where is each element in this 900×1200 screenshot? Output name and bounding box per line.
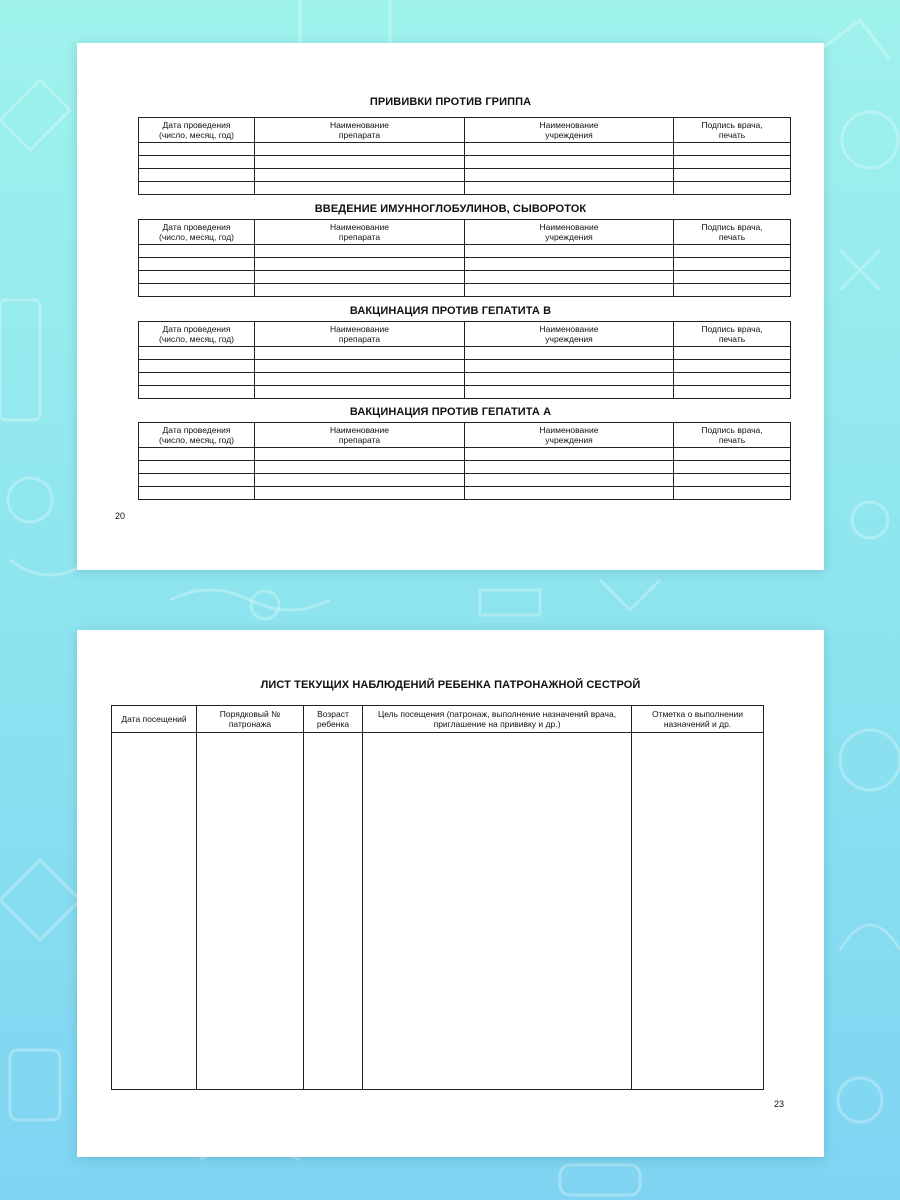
- col-visit-purpose: Цель посещения (патронаж, выполнение назначений врача, приглашение на прививку и др.): [363, 706, 632, 733]
- col-completion-mark: Отметка о выполнении назначений и др.: [632, 706, 764, 733]
- col-signature: Подпись врача, печать: [674, 322, 791, 347]
- col-signature: Подпись врача, печать: [674, 118, 791, 143]
- table-row: [139, 386, 791, 399]
- table-cell[interactable]: [465, 347, 674, 360]
- table-header-row: [112, 706, 764, 733]
- table-row: [139, 487, 791, 500]
- table-cell[interactable]: [465, 271, 674, 284]
- table-cell[interactable]: [465, 474, 674, 487]
- table-cell[interactable]: [674, 271, 791, 284]
- table-cell[interactable]: [674, 156, 791, 169]
- table-cell[interactable]: [255, 448, 465, 461]
- table-row: [139, 347, 791, 360]
- col-drug: Наименование препарата: [255, 423, 465, 448]
- col-institution: Наименование учреждения: [465, 322, 674, 347]
- observation-sheet-title: ЛИСТ ТЕКУЩИХ НАБЛЮДЕНИЙ РЕБЕНКА ПАТРОНАЖНОЙ СЕСТРОЙ: [260, 679, 641, 691]
- table-cell[interactable]: [632, 733, 764, 1090]
- table-cell[interactable]: [674, 360, 791, 373]
- section-title-flu: ПРИВИВКИ ПРОТИВ ГРИППА: [369, 96, 532, 108]
- section-title-hepatitis-a: ВАКЦИНАЦИЯ ПРОТИВ ГЕПАТИТА А: [349, 406, 552, 418]
- table-cell[interactable]: [139, 271, 255, 284]
- table-cell[interactable]: [255, 373, 465, 386]
- table-cell[interactable]: [255, 258, 465, 271]
- table-cell[interactable]: [674, 143, 791, 156]
- table-row: [139, 284, 791, 297]
- col-date: Дата проведения (число, месяц, год): [139, 322, 255, 347]
- table-cell[interactable]: [139, 156, 255, 169]
- table-cell[interactable]: [674, 169, 791, 182]
- table-cell[interactable]: [139, 487, 255, 500]
- table-cell[interactable]: [139, 474, 255, 487]
- table-cell[interactable]: [465, 360, 674, 373]
- col-drug: Наименование препарата: [255, 220, 465, 245]
- table-cell[interactable]: [255, 487, 465, 500]
- table-cell[interactable]: [255, 474, 465, 487]
- col-date: Дата проведения (число, месяц, год): [139, 118, 255, 143]
- table-cell[interactable]: [674, 258, 791, 271]
- table-cell[interactable]: [674, 386, 791, 399]
- table-cell[interactable]: [255, 284, 465, 297]
- col-institution: Наименование учреждения: [465, 118, 674, 143]
- table-cell[interactable]: [465, 386, 674, 399]
- table-cell[interactable]: [674, 474, 791, 487]
- table-row: [139, 143, 791, 156]
- table-row: [139, 245, 791, 258]
- table-cell[interactable]: [255, 347, 465, 360]
- table-cell[interactable]: [139, 258, 255, 271]
- page-number-left: 20: [115, 511, 126, 521]
- col-date: Дата проведения (число, месяц, год): [139, 220, 255, 245]
- table-cell[interactable]: [255, 169, 465, 182]
- table-flu-vaccination: [138, 117, 791, 195]
- table-row: [139, 461, 791, 474]
- table-cell[interactable]: [255, 143, 465, 156]
- table-cell[interactable]: [139, 245, 255, 258]
- table-header-row: [139, 322, 791, 347]
- table-hepatitis-b: [138, 321, 791, 399]
- table-cell[interactable]: [139, 143, 255, 156]
- table-cell[interactable]: [465, 487, 674, 500]
- table-row: [139, 156, 791, 169]
- table-cell[interactable]: [139, 347, 255, 360]
- table-cell[interactable]: [255, 245, 465, 258]
- table-cell[interactable]: [674, 182, 791, 195]
- table-header-row: [139, 118, 791, 143]
- table-cell[interactable]: [674, 461, 791, 474]
- table-observations: [111, 705, 764, 1090]
- table-cell[interactable]: [139, 373, 255, 386]
- table-header-row: [139, 423, 791, 448]
- table-row: [139, 169, 791, 182]
- table-cell[interactable]: [139, 360, 255, 373]
- col-institution: Наименование учреждения: [465, 423, 674, 448]
- col-drug: Наименование препарата: [255, 118, 465, 143]
- page-number-right: 23: [774, 1099, 785, 1109]
- table-cell[interactable]: [674, 245, 791, 258]
- right-page: [77, 630, 824, 1157]
- table-cell[interactable]: [139, 284, 255, 297]
- col-visit-date: Дата посещений: [112, 706, 197, 733]
- left-page: [77, 43, 824, 570]
- table-row: [139, 271, 791, 284]
- table-cell[interactable]: [674, 448, 791, 461]
- table-cell[interactable]: [674, 284, 791, 297]
- table-row: [112, 733, 764, 1090]
- col-date: Дата проведения (число, месяц, год): [139, 423, 255, 448]
- table-cell[interactable]: [197, 733, 304, 1090]
- table-cell[interactable]: [139, 386, 255, 399]
- table-cell[interactable]: [139, 182, 255, 195]
- table-cell[interactable]: [465, 245, 674, 258]
- col-visit-number: Порядковый № патронажа: [197, 706, 304, 733]
- table-hepatitis-a: [138, 422, 791, 500]
- col-signature: Подпись врача, печать: [674, 220, 791, 245]
- table-cell[interactable]: [465, 143, 674, 156]
- table-cell[interactable]: [139, 461, 255, 474]
- table-immunoglobulins: [138, 219, 791, 297]
- table-cell[interactable]: [363, 733, 632, 1090]
- table-row: [139, 474, 791, 487]
- table-cell[interactable]: [465, 182, 674, 195]
- table-cell[interactable]: [112, 733, 197, 1090]
- table-row: [139, 258, 791, 271]
- table-row: [139, 182, 791, 195]
- table-cell[interactable]: [674, 487, 791, 500]
- table-cell[interactable]: [465, 373, 674, 386]
- table-cell[interactable]: [255, 461, 465, 474]
- col-institution: Наименование учреждения: [465, 220, 674, 245]
- col-signature: Подпись врача, печать: [674, 423, 791, 448]
- table-cell[interactable]: [674, 373, 791, 386]
- table-cell[interactable]: [304, 733, 363, 1090]
- table-row: [139, 360, 791, 373]
- table-row: [139, 448, 791, 461]
- table-cell[interactable]: [465, 258, 674, 271]
- table-cell[interactable]: [255, 156, 465, 169]
- table-cell[interactable]: [465, 448, 674, 461]
- table-cell[interactable]: [139, 169, 255, 182]
- col-drug: Наименование препарата: [255, 322, 465, 347]
- section-title-hepatitis-b: ВАКЦИНАЦИЯ ПРОТИВ ГЕПАТИТА B: [349, 305, 552, 317]
- table-cell[interactable]: [255, 271, 465, 284]
- table-cell[interactable]: [465, 461, 674, 474]
- col-child-age: Возраст ребенка: [304, 706, 363, 733]
- table-header-row: [139, 220, 791, 245]
- table-cell[interactable]: [674, 347, 791, 360]
- section-title-immunoglobulins: ВВЕДЕНИЕ ИМУННОГЛОБУЛИНОВ, СЫВОРОТОК: [314, 203, 587, 215]
- table-cell[interactable]: [465, 169, 674, 182]
- table-cell[interactable]: [465, 156, 674, 169]
- table-cell[interactable]: [255, 386, 465, 399]
- table-cell[interactable]: [255, 360, 465, 373]
- table-cell[interactable]: [139, 448, 255, 461]
- table-cell[interactable]: [255, 182, 465, 195]
- table-cell[interactable]: [465, 284, 674, 297]
- table-row: [139, 373, 791, 386]
